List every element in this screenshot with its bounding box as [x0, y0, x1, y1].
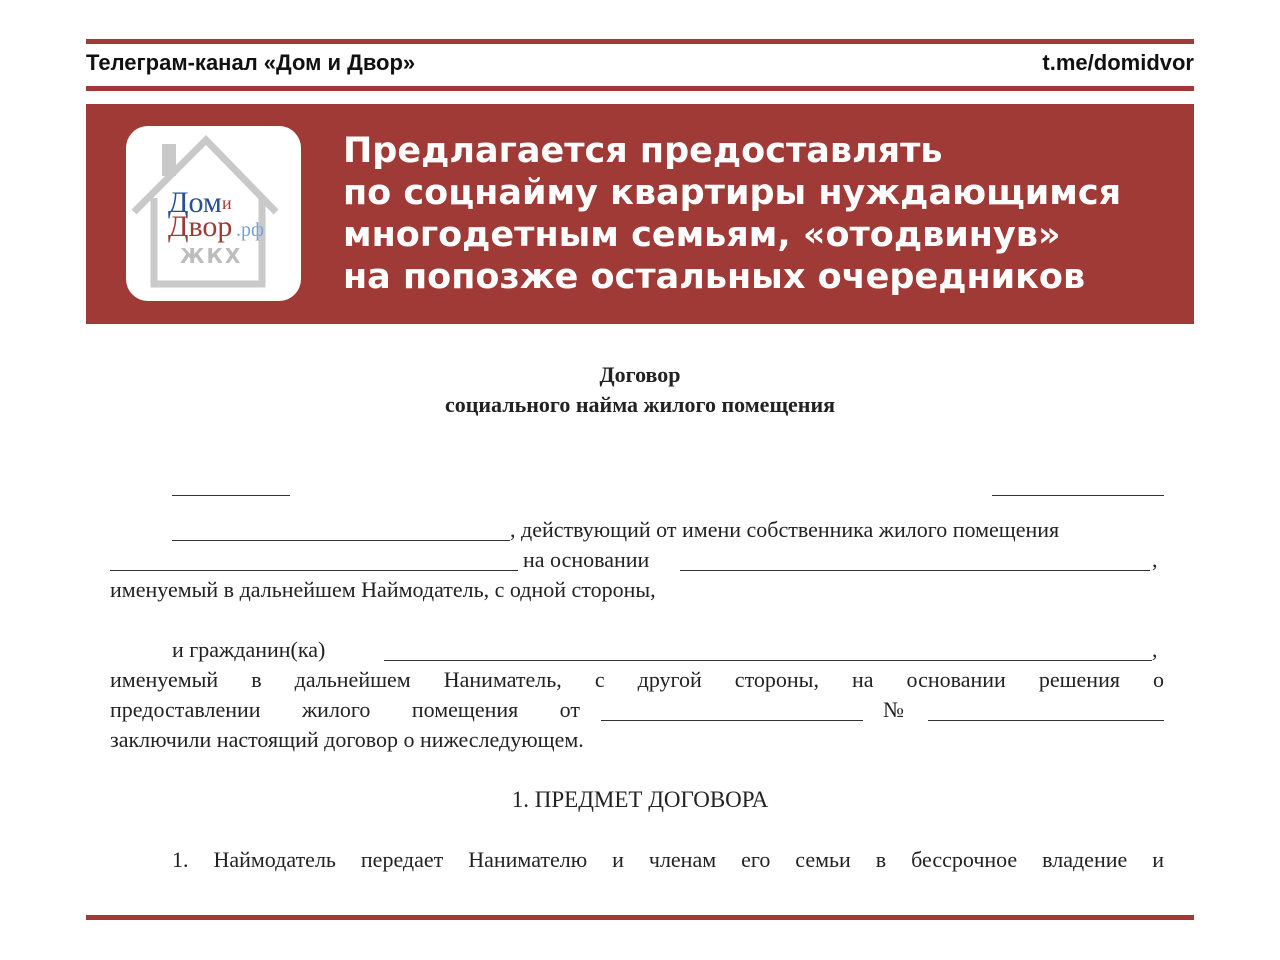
- p1-b: на основании: [523, 547, 650, 572]
- headline-line: многодетным семьям, «отодвинув»: [343, 215, 1061, 255]
- channel-name: Телеграм-канал «Дом и Двор»: [86, 50, 416, 75]
- p2-d: заключили настоящий договор о нижеследующем.: [110, 727, 584, 752]
- logo-zhkh: ЖКХ: [180, 244, 243, 268]
- blank-tenant: [384, 660, 1152, 661]
- logo-dom: Дом: [168, 186, 222, 219]
- blank-date: [992, 495, 1164, 496]
- logo-rf: .рф: [236, 219, 264, 241]
- p1-c: именуемый в дальнейшем Наймодатель, с одной стороны,: [110, 577, 656, 602]
- logo: [126, 126, 301, 301]
- headline-line: на попозже остальных очередников: [343, 257, 1086, 297]
- blank-basis: [680, 570, 1150, 571]
- p2-b: именуемый в дальнейшем Наниматель, с другой стороны, на основании решения о: [110, 667, 1164, 692]
- logo-i: и: [222, 193, 232, 213]
- blank-landlord: [172, 540, 510, 541]
- p2-c: предоставлении жилого помещения от: [110, 697, 580, 722]
- blank-decision-no: [928, 720, 1164, 721]
- top-rule-1: [86, 39, 1194, 44]
- blank-decision-date: [601, 720, 863, 721]
- top-rule-2: [86, 86, 1194, 91]
- p2-a: и гражданин(ка): [172, 637, 326, 662]
- headline-line: по соцнайму квартиры нуждающимся: [343, 173, 1122, 213]
- blank-landlord-2: [110, 570, 518, 571]
- headline-banner: [86, 104, 1194, 324]
- p2-no: №: [883, 697, 904, 722]
- p2-comma: ,: [1152, 637, 1158, 662]
- section-heading: 1. ПРЕДМЕТ ДОГОВОРА: [511, 787, 769, 812]
- p1-comma: ,: [1152, 547, 1158, 572]
- clause-1: 1. Наймодатель передает Нанимателю и членам его семьи в бессрочное владение и: [172, 847, 1164, 872]
- blank-place: [172, 495, 290, 496]
- contract-document: [86, 350, 1194, 870]
- doc-title: Договор: [599, 362, 681, 387]
- headline: [343, 130, 1173, 298]
- channel-link[interactable]: t.me/domidvor: [1042, 50, 1194, 75]
- p1-a: , действующий от имени собственника жилого помещения: [510, 517, 1060, 542]
- bottom-rule: [86, 915, 1194, 920]
- doc-subtitle: социального найма жилого помещения: [444, 392, 836, 417]
- headline-line: Предлагается предоставлять: [343, 131, 943, 171]
- logo-dvor: Двор: [168, 210, 233, 243]
